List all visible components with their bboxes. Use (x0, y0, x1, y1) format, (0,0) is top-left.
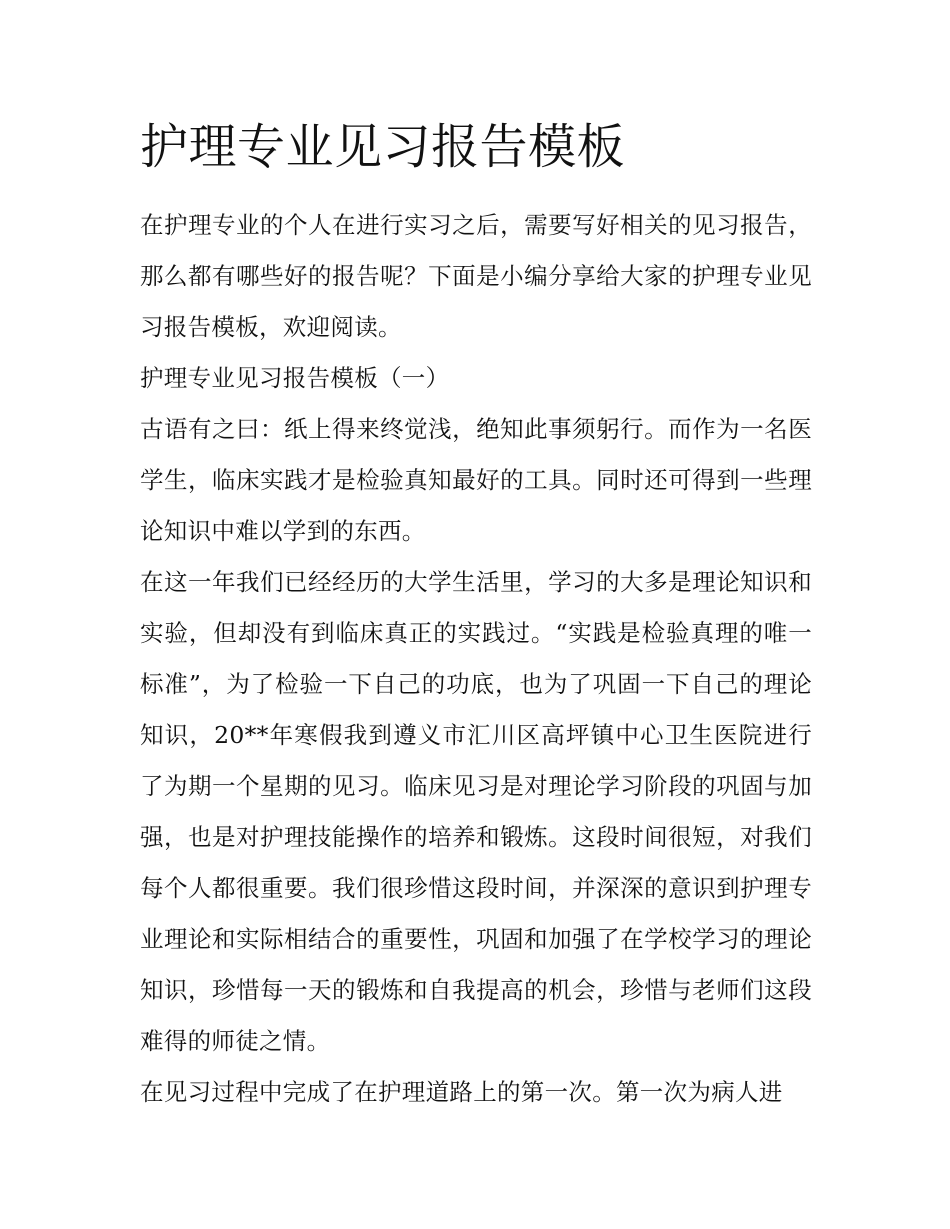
section-heading: 护理专业见习报告模板（一） (140, 364, 450, 392)
document-body (140, 200, 812, 1118)
document-title: 护理专业见习报告模板 (140, 119, 626, 175)
intro-paragraph: 在护理专业的个人在进行实习之后，需要写好相关的见习报告，那么都有哪些好的报告呢？下面是小编分享给大家的护理专业见习报告模板，欢迎阅读。 (140, 211, 812, 341)
body-paragraph: 在见习过程中完成了在护理道路上的第一次。第一次为病人进 (140, 1078, 783, 1106)
body-paragraph: 在这一年我们已经经历的大学生活里，学习的大多是理论知识和实验，但却没有到临床真正的实践过。“实践是检验真理的唯一标准”，为了检验一下自己的功底，也为了巩固一下自己的理论知识，20**年寒假我到遵义市汇川区高坪镇中心卫生医院进行了为期一个星期的见习。临床见习是对理论学习阶段的巩固与加强，也是对护理技能操作的培养和锻炼。这段时间很短，对我们每个人都很重要。我们很珍惜这段时间，并深深的意识到护理专业理论和实际相结合的重要性，巩固和加强了在学校学习的理论知识，珍惜每一天的锻炼和自我提高的机会，珍惜与老师们这段难得的师徒之情。 (140, 568, 812, 1055)
body-paragraph: 古语有之曰：纸上得来终觉浅，绝知此事须躬行。而作为一名医学生，临床实践才是检验真知最好的工具。同时还可得到一些理论知识中难以学到的东西。 (140, 415, 812, 545)
